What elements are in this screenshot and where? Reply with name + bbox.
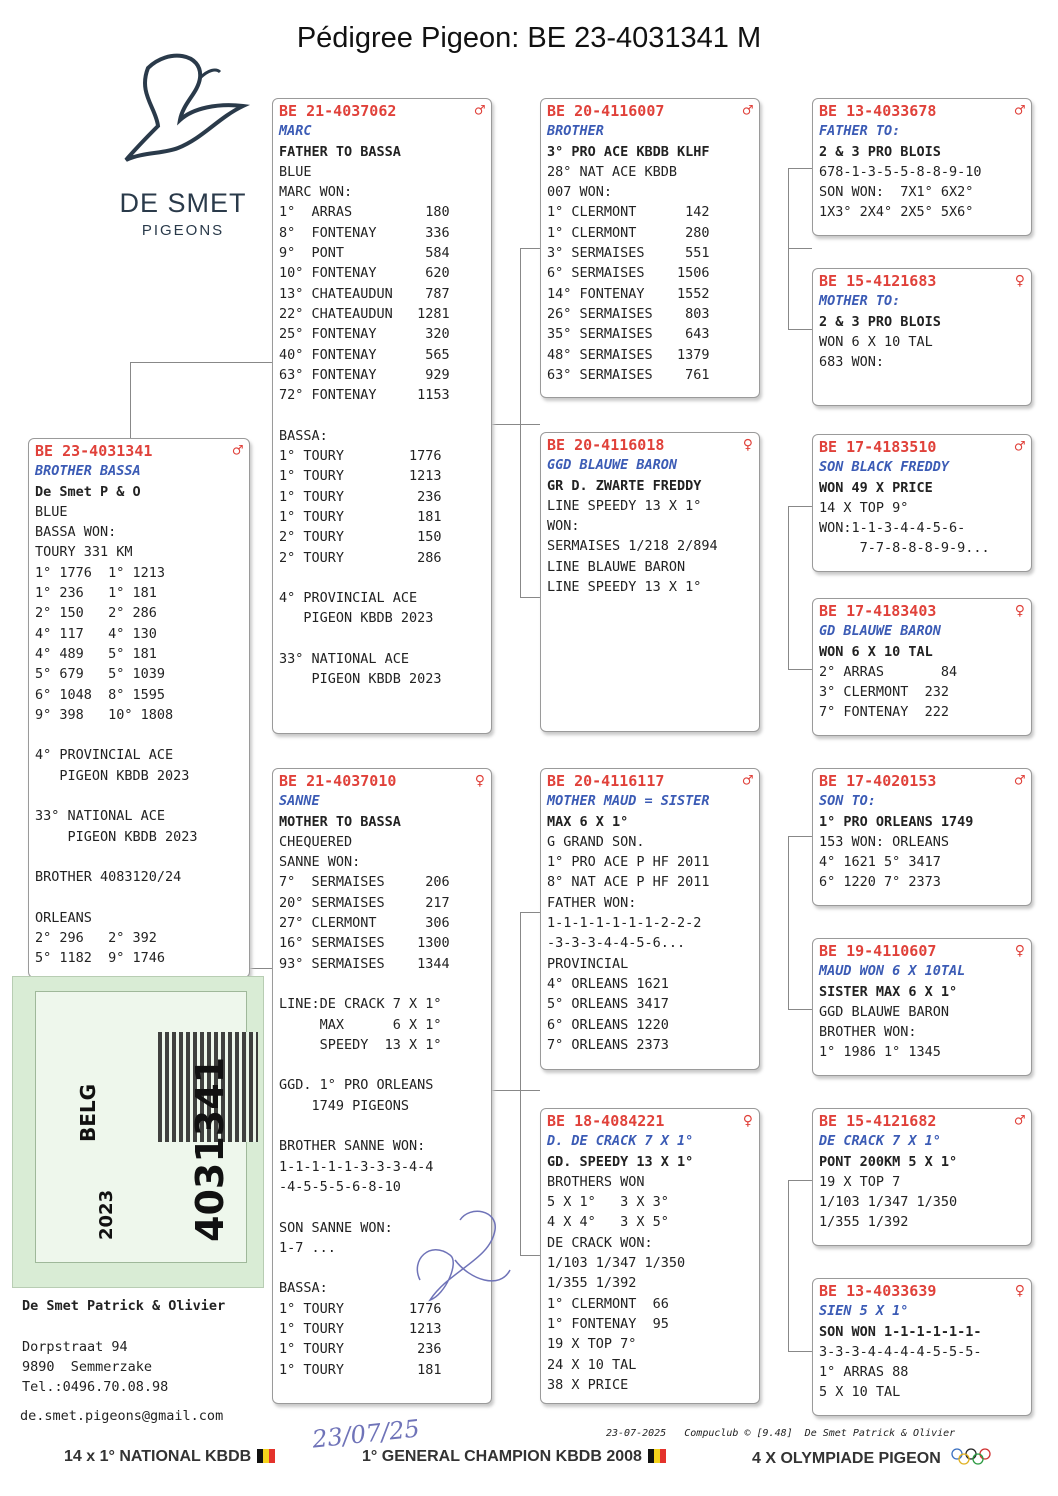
result-line: 3° PRO ACE KBDB KLHF: [547, 143, 710, 160]
pigeon-name: SANNE: [279, 793, 320, 810]
result-line: 1/355 1/392: [819, 1214, 909, 1231]
result-line: 7° ORLEANS 2373: [547, 1036, 669, 1053]
owner-street: Dorpstraat 94: [22, 1338, 128, 1355]
result-line: SISTER MAX 6 X 1°: [819, 983, 958, 1000]
male-icon: ♂: [474, 101, 485, 121]
pigeon-card-sire: [272, 98, 492, 734]
signature-icon: [400, 1200, 520, 1310]
ring-number: BE 17-4020153: [819, 772, 937, 790]
result-line: WON:: [547, 518, 580, 535]
result-line: LINE BLAUWE BARON: [547, 558, 686, 575]
connector: [130, 362, 273, 443]
sticker-year: 2023: [96, 1189, 117, 1240]
owner-city: 9890 Semmerzake: [22, 1358, 153, 1375]
result-line: [279, 1116, 485, 1136]
result-line: 1° PRO ACE P HF 2011: [547, 854, 710, 871]
result-line: WON 49 X PRICE: [819, 479, 933, 496]
result-line: 13° CHATEAUDUN 787: [279, 285, 450, 302]
result-line: BLUE: [279, 163, 312, 180]
result-line: 25° FONTENAY 320: [279, 326, 450, 343]
result-line: 33° NATIONAL ACE: [279, 651, 410, 668]
result-line: 22° CHATEAUDUN 1281: [279, 305, 450, 322]
ring-number: BE 20-4116117: [547, 772, 665, 790]
pigeon-name: MOTHER MAUD = SISTER: [547, 793, 710, 810]
result-line: 2° TOURY 150: [279, 529, 442, 546]
pigeon-card-sire-dam: [540, 432, 760, 732]
result-line: WON:1-1-3-4-4-5-6-: [819, 520, 966, 537]
ring-header: [819, 101, 1025, 121]
result-line: BROTHER SANNE WON:: [279, 1138, 426, 1155]
result-line: 72° FONTENAY 1153: [279, 387, 450, 404]
ring-header: [819, 601, 1025, 621]
result-line: WON 6 X 10 TAL: [819, 643, 933, 660]
result-line: 1/355 1/392: [547, 1275, 637, 1292]
result-line: 1-7 ...: [279, 1239, 336, 1256]
pigeon-card-sss: [812, 98, 1032, 236]
result-line: SANNE WON:: [279, 854, 361, 871]
ring-number: BE 17-4183403: [819, 602, 937, 620]
pigeon-card-dds: [812, 1108, 1032, 1246]
result-line: 14° FONTENAY 1552: [547, 285, 710, 302]
result-line: 4° 1621 5° 3417: [819, 854, 941, 871]
sticker-ring-number: 4031341: [188, 1056, 232, 1242]
male-icon: ♂: [232, 441, 243, 461]
result-line: 24 X 10 TAL: [547, 1356, 637, 1373]
pigeon-name: FATHER TO:: [819, 123, 901, 140]
result-line: 1° FONTENAY 95: [547, 1315, 669, 1332]
result-line: FATHER TO BASSA: [279, 143, 401, 160]
result-line: 5° 679 5° 1039: [35, 666, 166, 683]
result-line: 1° PRO ORLEANS 1749: [819, 813, 974, 830]
result-line: 2° 296 2° 392: [35, 930, 157, 947]
result-line: 153 WON: ORLEANS: [819, 833, 950, 850]
pigeon-card-ssd: [812, 268, 1032, 406]
result-line: 1-1-1-1-1-1-1-2-2-2: [547, 915, 702, 932]
result-line: 5° ORLEANS 3417: [547, 996, 669, 1013]
result-line: MOTHER TO BASSA: [279, 813, 401, 830]
result-line: LINE SPEEDY 13 X 1°: [547, 497, 702, 514]
result-line: 5° 1182 9° 1746: [35, 950, 166, 967]
ring-number: BE 15-4121683: [819, 272, 937, 290]
footer-center: 1° GENERAL CHAMPION KBDB 2008: [362, 1448, 666, 1466]
result-line: ORLEANS: [35, 909, 92, 926]
result-line: 1/103 1/347 1/350: [547, 1255, 686, 1272]
owner-phone: Tel.:0496.70.08.98: [22, 1379, 169, 1396]
result-line: PIGEON KBDB 2023: [279, 671, 442, 688]
pigeon-name: DE CRACK 7 X 1°: [819, 1133, 941, 1150]
ring-header: [547, 101, 753, 121]
logo: [108, 48, 258, 248]
ring-header: [819, 271, 1025, 291]
result-line: MARC WON:: [279, 184, 353, 201]
result-line: 63° FONTENAY 929: [279, 366, 450, 383]
result-line: 63° SERMAISES 761: [547, 366, 710, 383]
result-line: 5 X 10 TAL: [819, 1384, 901, 1401]
result-line: 8° FONTENAY 336: [279, 224, 450, 241]
result-line: 1° TOURY 1213: [279, 468, 442, 485]
ring-header: [547, 1111, 753, 1131]
male-icon: ♂: [1014, 101, 1025, 121]
result-line: LINE SPEEDY 13 X 1°: [547, 579, 702, 596]
olympic-rings-icon: [951, 1448, 991, 1466]
result-line: 28° NAT ACE KBDB: [547, 163, 678, 180]
ring-number: BE 21-4037010: [279, 772, 397, 790]
result-line: LINE:DE CRACK 7 X 1°: [279, 996, 442, 1013]
female-icon: ♀: [1014, 271, 1025, 291]
result-line: TOURY 331 KM: [35, 544, 133, 561]
ring-header: [819, 771, 1025, 791]
result-line: 20° SERMAISES 217: [279, 894, 450, 911]
result-line: 4° 117 4° 130: [35, 625, 157, 642]
result-line: CHEQUERED: [279, 833, 353, 850]
result-line: 1° ARRAS 180: [279, 204, 450, 221]
result-line: SERMAISES 1/218 2/894: [547, 538, 718, 555]
result-line: [279, 974, 485, 994]
ring-sticker-label: [35, 991, 247, 1263]
pigeon-card-dam-sire: [540, 768, 760, 1070]
result-line: 7° FONTENAY 222: [819, 704, 950, 721]
result-line: 2 & 3 PRO BLOIS: [819, 143, 941, 160]
male-icon: ♂: [1014, 771, 1025, 791]
result-line: 4° 489 5° 181: [35, 645, 157, 662]
ring-header: [819, 941, 1025, 961]
female-icon: ♀: [742, 1111, 753, 1131]
ring-number: BE 20-4116007: [547, 102, 665, 120]
result-line: 26° SERMAISES 803: [547, 305, 710, 322]
female-icon: ♀: [742, 435, 753, 455]
owner-email: de.smet.pigeons@gmail.com: [20, 1408, 224, 1424]
result-line: BASSA WON:: [35, 524, 117, 541]
result-line: PROVINCIAL: [547, 955, 629, 972]
result-line: G GRAND SON.: [547, 833, 645, 850]
logo-brand: DE SMET: [119, 188, 247, 218]
result-line: GGD. 1° PRO ORLEANS: [279, 1077, 434, 1094]
belgian-flag-icon: [648, 1449, 666, 1463]
result-line: DE CRACK WON:: [547, 1234, 653, 1251]
result-line: 6° 1220 7° 2373: [819, 874, 941, 891]
result-line: FATHER WON:: [547, 894, 637, 911]
result-line: [279, 629, 485, 649]
result-line: -3-3-3-4-4-5-6...: [547, 935, 686, 952]
result-line: 38 X PRICE: [547, 1376, 629, 1393]
pigeon-name: D. DE CRACK 7 X 1°: [547, 1133, 694, 1150]
pigeon-card-sds: [812, 434, 1032, 572]
result-line: 007 WON:: [547, 184, 613, 201]
ring-number: BE 18-4084221: [547, 1112, 665, 1130]
connector: [520, 248, 541, 598]
result-line: 10° FONTENAY 620: [279, 265, 450, 282]
female-icon: ♀: [1014, 1281, 1025, 1301]
result-line: 2 & 3 PRO BLOIS: [819, 313, 941, 330]
page-title: Pédigree Pigeon: BE 23-4031341 M: [296, 22, 762, 54]
female-icon: ♀: [474, 771, 485, 791]
male-icon: ♂: [742, 771, 753, 791]
result-line: 35° SERMAISES 643: [547, 326, 710, 343]
pigeon-name: MAUD WON 6 X 10TAL: [819, 963, 966, 980]
result-line: 16° SERMAISES 1300: [279, 935, 450, 952]
result-line: 19 X TOP 7: [819, 1173, 901, 1190]
result-line: 2° TOURY 286: [279, 549, 442, 566]
result-line: 27° CLERMONT 306: [279, 915, 450, 932]
result-line: 4° PROVINCIAL ACE: [35, 747, 174, 764]
result-line: 4° ORLEANS 1621: [547, 975, 669, 992]
pigeon-name: MOTHER TO:: [819, 293, 901, 310]
result-line: 48° SERMAISES 1379: [547, 346, 710, 363]
female-icon: ♀: [1014, 601, 1025, 621]
pigeon-name: BROTHER: [547, 123, 604, 140]
result-line: 3° CLERMONT 232: [819, 684, 950, 701]
result-line: 7-7-8-8-8-9-9...: [819, 540, 990, 557]
result-line: 1° TOURY 236: [279, 488, 442, 505]
result-line: 1° TOURY 236: [279, 1341, 442, 1358]
print-info: 23-07-2025 Compuclub © [9.48] De Smet Patrick & Olivier: [606, 1428, 956, 1439]
result-line: BASSA:: [279, 427, 328, 444]
result-line: 8° NAT ACE P HF 2011: [547, 874, 710, 891]
result-line: PONT 200KM 5 X 1°: [819, 1153, 958, 1170]
result-line: [279, 405, 485, 425]
ring-number: BE 19-4110607: [819, 942, 937, 960]
ring-number: BE 21-4037062: [279, 102, 397, 120]
connector: [788, 168, 813, 330]
pigeon-card-main: [28, 438, 250, 978]
ring-number: BE 23-4031341: [35, 442, 153, 460]
result-line: 1° TOURY 1776: [279, 448, 442, 465]
result-line: BROTHER WON:: [819, 1024, 917, 1041]
result-line: 9° 398 10° 1808: [35, 706, 174, 723]
result-line: 1° TOURY 181: [279, 1361, 442, 1378]
ring-sticker: [12, 976, 264, 1288]
result-line: 1° TOURY 1776: [279, 1300, 442, 1317]
result-line: [35, 786, 243, 806]
result-line: 1749 PIGEONS: [279, 1097, 410, 1114]
ring-header: [819, 1281, 1025, 1301]
result-line: De Smet P & O: [35, 483, 141, 500]
result-line: [35, 725, 243, 745]
result-line: 7° SERMAISES 206: [279, 874, 450, 891]
ring-header: [819, 437, 1025, 457]
ring-number: BE 15-4121682: [819, 1112, 937, 1130]
footer: [0, 1448, 1058, 1472]
result-line: 1° CLERMONT 142: [547, 204, 710, 221]
result-line: 1° CLERMONT 66: [547, 1295, 669, 1312]
ring-header: [547, 435, 753, 455]
ring-header: [279, 101, 485, 121]
result-line: 1/103 1/347 1/350: [819, 1194, 958, 1211]
result-line: 14 X TOP 9°: [819, 499, 909, 516]
pigeon-name: SON TO:: [819, 793, 876, 810]
connector: [788, 836, 813, 1010]
pigeon-name: MARC: [279, 123, 312, 140]
owner-address: [22, 1296, 225, 1397]
ring-number: BE 20-4116018: [547, 436, 665, 454]
result-line: PIGEON KBDB 2023: [279, 610, 434, 627]
result-line: 40° FONTENAY 565: [279, 346, 450, 363]
footer-right: 4 X OLYMPIADE PIGEON: [752, 1448, 991, 1468]
pigeon-card-sire-sire: [540, 98, 760, 398]
logo-sub: PIGEONS: [141, 222, 225, 239]
pigeon-card-dsd: [812, 938, 1032, 1076]
result-line: [35, 888, 243, 908]
male-icon: ♂: [1014, 437, 1025, 457]
connector: [788, 506, 813, 670]
ring-header: [547, 771, 753, 791]
result-line: SON WON: 7X1° 6X2°: [819, 184, 974, 201]
ring-header: [279, 771, 485, 791]
pigeon-card-dss: [812, 768, 1032, 906]
result-line: 33° NATIONAL ACE: [35, 808, 166, 825]
result-line: PIGEON KBDB 2023: [35, 767, 190, 784]
pigeon-card-ddd: [812, 1278, 1032, 1416]
result-line: 6° ORLEANS 1220: [547, 1016, 669, 1033]
result-line: 1-1-1-1-1-3-3-3-4-4: [279, 1158, 434, 1175]
result-line: 19 X TOP 7°: [547, 1336, 637, 1353]
footer-left: 14 x 1° NATIONAL KBDB: [64, 1448, 275, 1466]
ring-header: [35, 441, 243, 461]
result-line: GD. SPEEDY 13 X 1°: [547, 1153, 694, 1170]
male-icon: ♂: [742, 101, 753, 121]
result-line: 1° ARRAS 88: [819, 1364, 909, 1381]
belgian-flag-icon: [257, 1449, 275, 1463]
result-line: 1X3° 2X4° 2X5° 5X6°: [819, 204, 974, 221]
result-line: MAX 6 X 1°: [547, 813, 629, 830]
owner-line: [22, 1316, 225, 1336]
ring-number: BE 13-4033639: [819, 1282, 937, 1300]
female-icon: ♀: [1014, 941, 1025, 961]
connector: [788, 1180, 813, 1352]
result-line: 1° TOURY 181: [279, 508, 442, 525]
result-line: SON SANNE WON:: [279, 1219, 393, 1236]
result-line: 683 WON:: [819, 354, 885, 371]
result-line: 3-3-3-4-4-4-4-5-5-5-: [819, 1343, 982, 1360]
result-line: -4-5-5-5-6-8-10: [279, 1178, 401, 1195]
owner-name: De Smet Patrick & Olivier: [22, 1298, 226, 1314]
result-line: PIGEON KBDB 2023: [35, 828, 198, 845]
result-line: 6° 1048 8° 1595: [35, 686, 166, 703]
result-line: 93° SERMAISES 1344: [279, 955, 450, 972]
result-line: 1° TOURY 1213: [279, 1321, 442, 1338]
result-line: SON WON 1-1-1-1-1-1-: [819, 1323, 982, 1340]
result-line: 3° SERMAISES 551: [547, 245, 710, 262]
result-line: [35, 847, 243, 867]
result-line: MAX 6 X 1°: [279, 1016, 442, 1033]
pigeon-card-sdd: [812, 598, 1032, 736]
result-line: 2° 150 2° 286: [35, 605, 157, 622]
result-line: BROTHER 4083120/24: [35, 869, 182, 886]
result-line: BASSA:: [279, 1280, 328, 1297]
result-line: WON 6 X 10 TAL: [819, 333, 933, 350]
result-line: GGD BLAUWE BARON: [819, 1003, 950, 1020]
ring-header: [819, 1111, 1025, 1131]
result-line: 2° ARRAS 84: [819, 663, 958, 680]
result-line: 1° 1776 1° 1213: [35, 564, 166, 581]
result-line: BROTHERS WON: [547, 1173, 645, 1190]
pigeon-name: BROTHER BASSA: [35, 463, 141, 480]
result-line: 9° PONT 584: [279, 245, 450, 262]
result-line: 4° PROVINCIAL ACE: [279, 590, 418, 607]
ring-number: BE 17-4183510: [819, 438, 937, 456]
result-line: 678-1-3-5-5-8-8-9-10: [819, 163, 982, 180]
result-line: [279, 568, 485, 588]
result-line: 4 X 4° 3 X 5°: [547, 1214, 669, 1231]
male-icon: ♂: [1014, 1111, 1025, 1131]
dove-icon: [108, 48, 258, 188]
pigeon-name: GGD BLAUWE BARON: [547, 457, 678, 474]
result-line: [279, 1055, 485, 1075]
result-line: SPEEDY 13 X 1°: [279, 1036, 442, 1053]
sticker-country: BELG: [76, 1083, 100, 1142]
handwritten-date: 23/07/25: [310, 1414, 421, 1454]
connector: [520, 912, 541, 1256]
result-line: 1° 236 1° 181: [35, 585, 157, 602]
result-line: BLUE: [35, 503, 68, 520]
pigeon-card-dam-dam: [540, 1108, 760, 1404]
result-line: 1° 1986 1° 1345: [819, 1044, 941, 1061]
pigeon-name: SIEN 5 X 1°: [819, 1303, 909, 1320]
pigeon-name: SON BLACK FREDDY: [819, 459, 950, 476]
pigeon-name: GD BLAUWE BARON: [819, 623, 941, 640]
ring-number: BE 13-4033678: [819, 102, 937, 120]
result-line: 6° SERMAISES 1506: [547, 265, 710, 282]
result-line: GR D. ZWARTE FREDDY: [547, 477, 702, 494]
result-line: 1° CLERMONT 280: [547, 224, 710, 241]
result-line: 5 X 1° 3 X 3°: [547, 1194, 669, 1211]
